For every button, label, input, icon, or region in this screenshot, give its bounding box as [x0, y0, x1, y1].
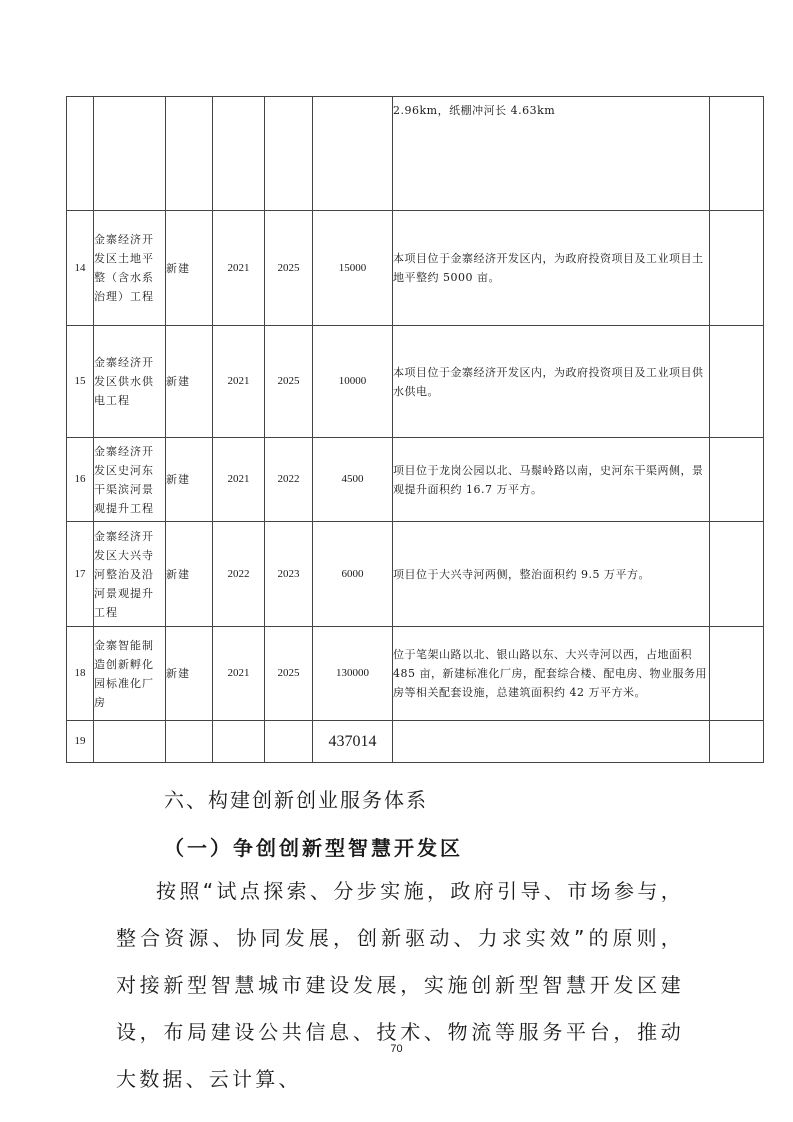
row-number: 17: [67, 522, 94, 627]
investment-amount: 130000: [313, 627, 393, 721]
row-number: [67, 97, 94, 211]
project-name: 金寨经济开发区史河东干渠滨河景观提升工程: [94, 438, 166, 522]
start-year: [213, 721, 265, 763]
body-paragraph: 按照“试点探索、分步实施，政府引导、市场参与，整合资源、协同发展，创新驱动、力求实效”的原则，对接新型智慧城市建设发展，实施创新型智慧开发区建设，布局建设公共信息、技术、物流等服务平台，推动大数据、云计算、: [116, 879, 684, 1091]
table-row: [67, 522, 764, 627]
row-number: 19: [67, 721, 94, 763]
end-year: 2022: [265, 438, 313, 522]
investment-amount: 15000: [313, 211, 393, 326]
investment-amount: 4500: [313, 438, 393, 522]
end-year: 2025: [265, 211, 313, 326]
project-name: 金寨经济开发区供水供电工程: [94, 326, 166, 438]
investment-amount: 10000: [313, 326, 393, 438]
table-row: [67, 211, 764, 326]
total-investment: 437014: [313, 721, 393, 763]
project-name: 金寨经济开发区大兴寺河整治及沿河景观提升工程: [94, 522, 166, 627]
project-name: 金寨经济开发区土地平整（含水系治理）工程: [94, 211, 166, 326]
end-year: 2023: [265, 522, 313, 627]
project-description: 项目位于龙岗公园以北、马鬃岭路以南，史河东干渠两侧，景观提升面积约 16.7 万平方。: [393, 438, 710, 522]
project-type: [166, 97, 213, 211]
start-year: 2021: [213, 627, 265, 721]
row-number: 14: [67, 211, 94, 326]
project-table: [66, 96, 764, 763]
project-type: 新建: [166, 627, 213, 721]
end-year: [265, 97, 313, 211]
start-year: [213, 97, 265, 211]
project-name: 金寨智能制造创新孵化园标准化厂房: [94, 627, 166, 721]
table-row-total: [67, 721, 764, 763]
project-description: 位于笔架山路以北、银山路以东、大兴寺河以西，占地面积 485 亩，新建标准化厂房，配套综合楼、配电房、物业服务用房等相关配套设施，总建筑面积约 42 万平方米。: [393, 627, 710, 721]
project-type: 新建: [166, 326, 213, 438]
project-type: 新建: [166, 522, 213, 627]
table-row: [67, 627, 764, 721]
remarks: [710, 721, 764, 763]
project-description: 本项目位于金寨经济开发区内，为政府投资项目及工业项目供水供电。: [393, 326, 710, 438]
project-name: [94, 721, 166, 763]
start-year: 2022: [213, 522, 265, 627]
project-type: 新建: [166, 211, 213, 326]
project-type: [166, 721, 213, 763]
investment-amount: [313, 97, 393, 211]
remarks: [710, 522, 764, 627]
table-row: [67, 97, 764, 211]
project-description: 项目位于大兴寺河两侧，整治面积约 9.5 万平方。: [393, 522, 710, 627]
remarks: [710, 211, 764, 326]
section-heading: 六、构建创新创业服务体系: [164, 788, 428, 812]
remarks: [710, 627, 764, 721]
end-year: 2025: [265, 627, 313, 721]
remarks: [710, 326, 764, 438]
project-description: 本项目位于金寨经济开发区内，为政府投资项目及工业项目土地平整约 5000 亩。: [393, 211, 710, 326]
page-number: 70: [390, 1043, 403, 1055]
remarks: [710, 438, 764, 522]
end-year: [265, 721, 313, 763]
project-type: 新建: [166, 438, 213, 522]
project-description: [393, 721, 710, 763]
row-number: 16: [67, 438, 94, 522]
row-number: 18: [67, 627, 94, 721]
start-year: 2021: [213, 211, 265, 326]
row-number: 15: [67, 326, 94, 438]
end-year: 2025: [265, 326, 313, 438]
investment-amount: 6000: [313, 522, 393, 627]
table-row: [67, 326, 764, 438]
start-year: 2021: [213, 326, 265, 438]
remarks: [710, 97, 764, 211]
start-year: 2021: [213, 438, 265, 522]
subsection-heading: （一）争创创新型智慧开发区: [164, 836, 463, 860]
table-row: [67, 438, 764, 522]
project-description: 2.96km，纸棚冲河长 4.63km: [393, 97, 710, 211]
project-name: [94, 97, 166, 211]
